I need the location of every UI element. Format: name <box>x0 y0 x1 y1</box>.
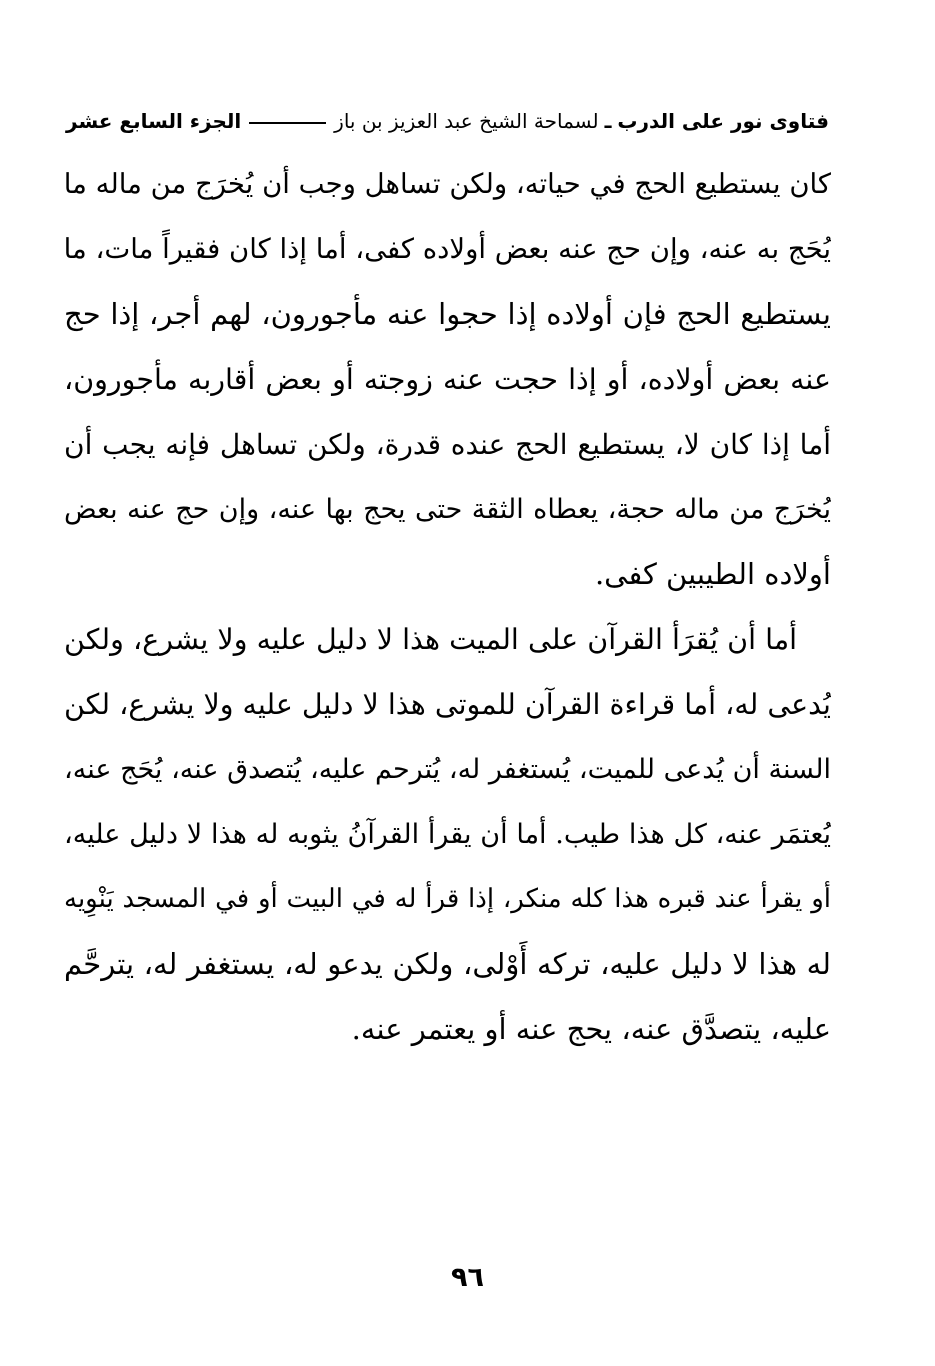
header-part: الجزء السابع عشر <box>66 109 242 133</box>
header-book-title: فتاوى نور على الدرب <box>617 109 829 133</box>
text-line: يُدعى له، أما قراءة القرآن للموتى هذا لا دليل عليه ولا يشرع، لكن <box>64 688 831 721</box>
text-line: أو يقرأ عند قبره هذا كله منكر، إذا قرأ له في البيت أو في المسجد يَنْوِيه <box>64 884 831 914</box>
page-number: ٩٦ <box>451 1262 484 1293</box>
text-line: يُخرَج من ماله حجة، يعطاه الثقة حتى يحج بها عنه، وإن حج عنه بعض <box>64 494 831 525</box>
running-header <box>66 104 829 138</box>
header-separator: ـ <box>604 109 612 133</box>
text-line: يُعتمَر عنه، كل هذا طيب. أما أن يقرأ القرآنُ يثوبه له هذا لا دليل عليه، <box>64 819 831 850</box>
text-line: أولاده الطيبين كفى. <box>594 557 831 591</box>
paragraph-2 <box>64 607 831 1062</box>
text-line: كان يستطيع الحج في حياته، ولكن تساهل وجب أن يُخرَج من ماله ما <box>64 168 831 200</box>
header-author: لسماحة الشيخ عبد العزيز بن باز <box>334 109 599 133</box>
body-text <box>64 152 831 1062</box>
text-line: يستطيع الحج فإن أولاده إذا حجوا عنه مأجورون، لهم أجر، إذا حج <box>64 297 831 331</box>
text-line: له هذا لا دليل عليه، تركه أَوْلى، ولكن يدعو له، يستغفر له، يترحَّم <box>64 947 831 981</box>
paragraph-1 <box>64 152 831 607</box>
text-line: السنة أن يُدعى للميت، يُستغفر له، يُترحم عليه، يُتصدق عنه، يُحَج عنه، <box>64 754 831 785</box>
text-line: أما أن يُقرَأ القرآن على الميت هذا لا دليل عليه ولا يشرع، ولكن <box>64 623 797 656</box>
text-line: أما إذا كان لا، يستطيع الحج عنده قدرة، ولكن تساهل فإنه يجب أن <box>64 428 831 461</box>
header-rule <box>249 122 326 124</box>
text-line: عليه، يتصدَّق عنه، يحج عنه أو يعتمر عنه. <box>351 1012 831 1046</box>
text-line: يُحَج به عنه، وإن حج عنه بعض أولاده كفى، أما إذا كان فقيراً مات، ما <box>64 233 831 265</box>
text-line: عنه بعض أولاده، أو إذا حجت عنه زوجته أو بعض أقاربه مأجورون، <box>64 363 831 396</box>
